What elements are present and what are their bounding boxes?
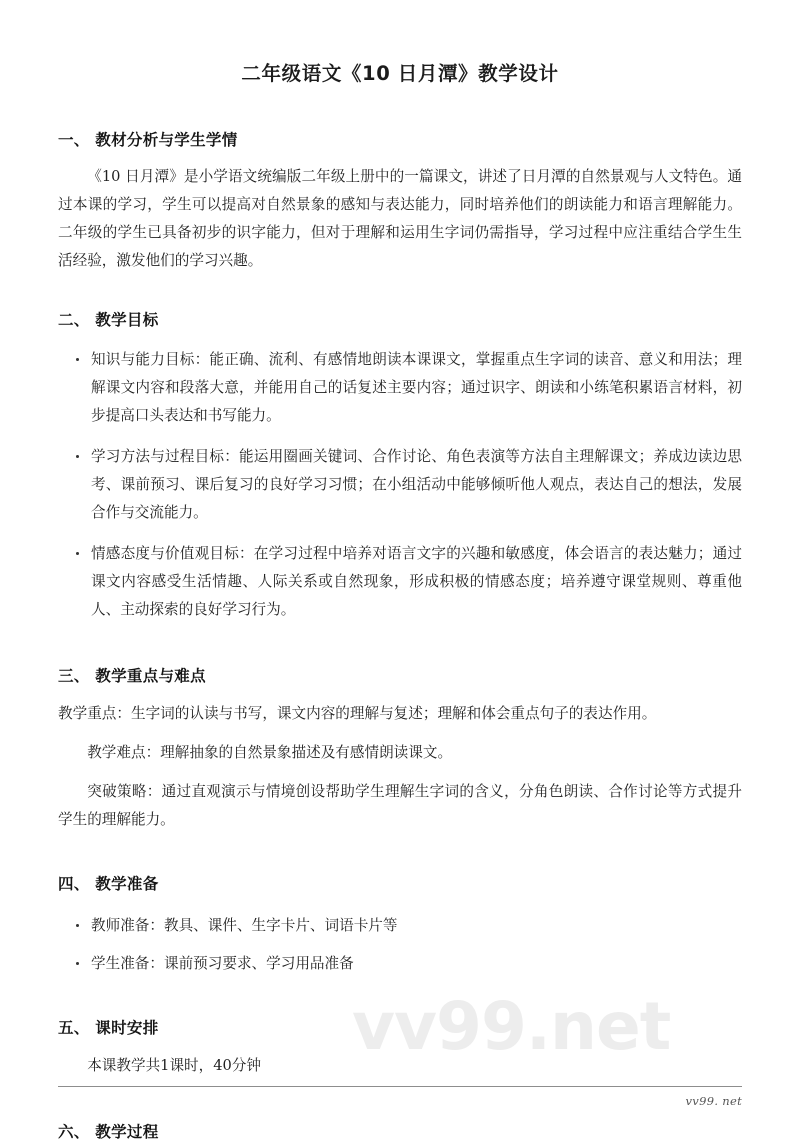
list-item (74, 950, 742, 978)
schedule-paragraph: 本课教学共1课时，40分钟 (87, 1057, 261, 1075)
bullet-dot-icon (76, 962, 79, 965)
objectives-item-text: 学习方法与过程目标：能运用圈画关键词、合作讨论、角色表演等方法自主理解课文；养成边读边思考、课前预习、课后复习的良好学习习惯；在小组活动中能够倾听他人观点，表达自己的想法，发展合作与交流能力。 (91, 448, 742, 522)
preparation-item-text: 学生准备：课前预习要求、学习用品准备 (91, 955, 354, 973)
document-body (58, 0, 742, 1142)
bullet-dot-icon (76, 358, 79, 361)
objectives-list (58, 346, 742, 624)
list-item (74, 443, 742, 527)
section-heading-process: 六、 教学过程 (58, 1123, 159, 1142)
page-watermark: vv99.net (352, 988, 671, 1065)
document-title: 二年级语文《10 日月潭》教学设计 (241, 62, 559, 85)
focus-key-point: 教学重点：生字词的认读与书写，课文内容的理解与复述；理解和体会重点句子的表达作用。 (58, 705, 657, 723)
footer-label: vv99. net (685, 1094, 742, 1108)
analysis-paragraph: 《10 日月潭》是小学语文统编版二年级上册中的一篇课文，讲述了日月潭的自然景观与人文特色。通过本课的学习，学生可以提高对自然景象的感知与表达能力，同时培养他们的朗读能力和语言理解能力。二年级的学生已具备初步的识字能力，但对于理解和运用生字词仍需指导，学习过程中应注重结合学生生活经验，激发他们的学习兴趣。 (58, 168, 742, 270)
section-heading-preparation: 四、 教学准备 (58, 875, 159, 894)
list-item (74, 346, 742, 430)
page-footer (58, 1086, 742, 1108)
bullet-dot-icon (76, 924, 79, 927)
section-heading-objectives: 二、 教学目标 (58, 311, 159, 330)
preparation-list (58, 912, 742, 978)
focus-difficulty: 教学难点：理解抽象的自然景象描述及有感情朗读课文。 (87, 744, 453, 762)
footer-divider (58, 1086, 742, 1087)
section-heading-focus: 三、 教学重点与难点 (58, 667, 206, 686)
list-item (74, 912, 742, 940)
section-heading-analysis: 一、 教材分析与学生学情 (58, 131, 238, 149)
objectives-item-text: 知识与能力目标：能正确、流利、有感情地朗读本课课文，掌握重点生字词的读音、意义和用法；理解课文内容和段落大意，并能用自己的话复述主要内容；通过识字、朗读和小练笔积累语言材料，初步提高口头表达和书写能力。 (91, 351, 742, 425)
preparation-item-text: 教师准备：教具、课件、生字卡片、词语卡片等 (91, 917, 398, 935)
section-heading-schedule: 五、 课时安排 (58, 1019, 159, 1038)
list-item (74, 540, 742, 624)
focus-strategy: 突破策略：通过直观演示与情境创设帮助学生理解生字词的含义，分角色朗读、合作讨论等方式提升学生的理解能力。 (58, 783, 742, 829)
bullet-dot-icon (76, 455, 79, 458)
bullet-dot-icon (76, 552, 79, 555)
objectives-item-text: 情感态度与价值观目标：在学习过程中培养对语言文字的兴趣和敏感度，体会语言的表达魅力；通过课文内容感受生活情趣、人际关系或自然现象，形成积极的情感态度；培养遵守课堂规则、尊重他人、主动探索的良好学习行为。 (91, 545, 742, 619)
